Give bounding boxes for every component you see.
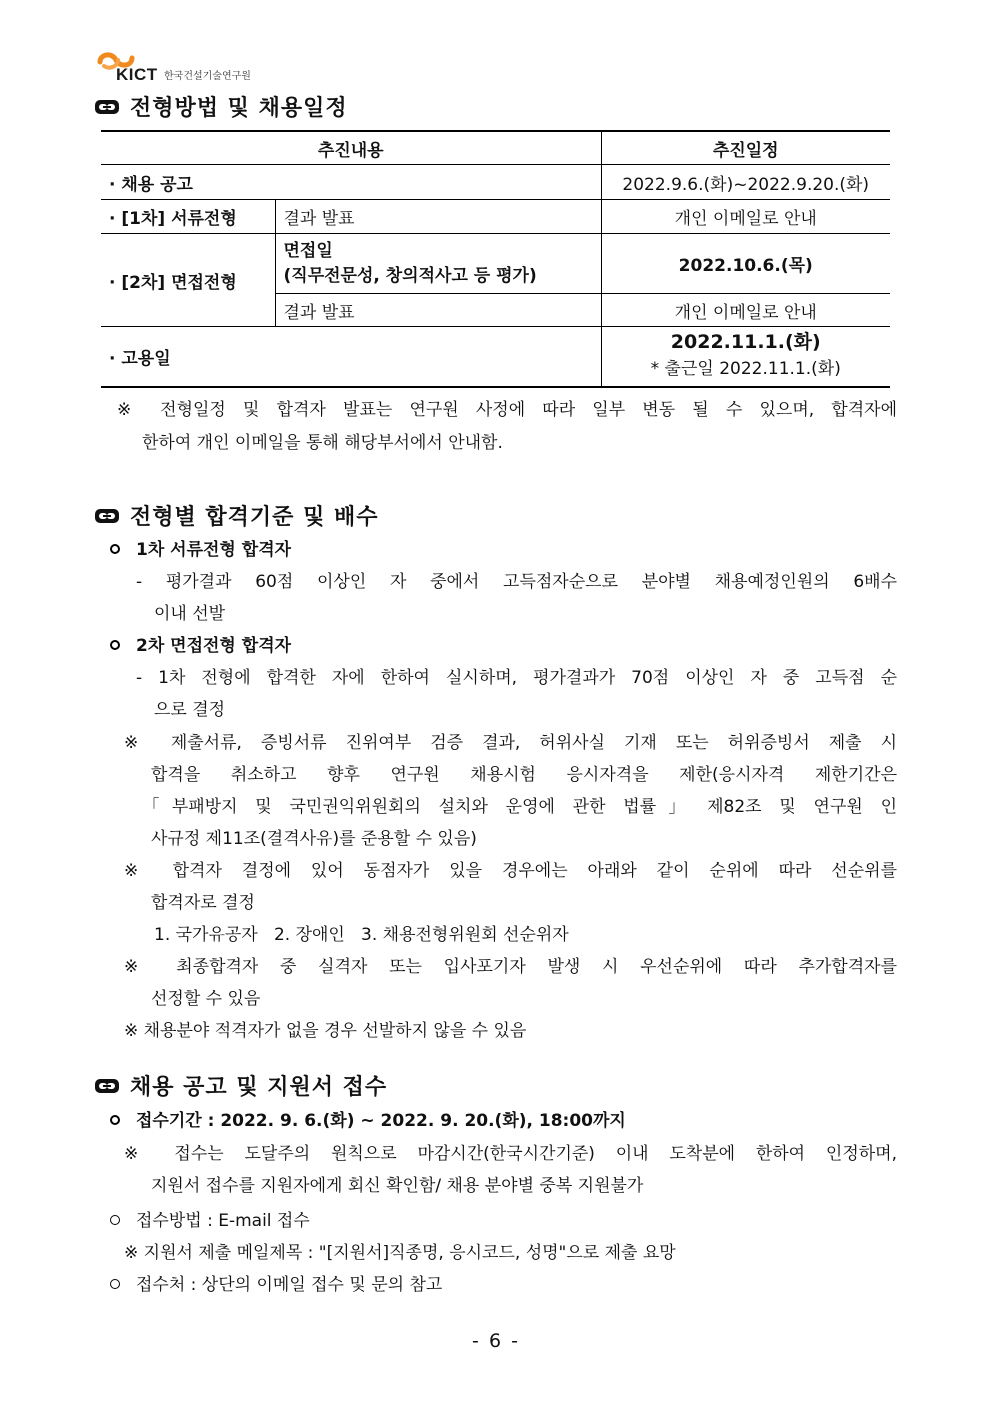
row-date xyxy=(601,327,890,387)
bullet-text: 접수기간 : 2022. 9. 6.(화) ~ 2022. 9. 20.(화), 18:00까지 xyxy=(136,1111,626,1131)
row-sub: 결과 발표 xyxy=(275,294,601,327)
note-text: ※ 지원서 제출 메일제목 : "[지원서]직종명, 응시코드, 성명"으로 제출 요망 xyxy=(124,1243,676,1263)
header-date: 추진일정 xyxy=(601,131,890,165)
note-text: ※ 최종합격자 중 실격자 또는 입사포기자 발생 시 우선순위에 따라 추가합격자를 xyxy=(124,957,897,977)
row-sub: 결과 발표 xyxy=(275,200,601,234)
link-icon xyxy=(94,98,120,116)
body-text: - 평가결과 60점 이상인 자 중에서 고득점자순으로 분야별 채용예정인원의 6배수 xyxy=(136,572,897,592)
section-title-application xyxy=(94,1070,387,1101)
link-icon xyxy=(94,507,120,525)
kict-logo xyxy=(96,48,276,84)
note-text: 사규정 제11조(결격사유)를 준용할 수 있음) xyxy=(151,829,477,849)
section-title-text: 채용 공고 및 지원서 접수 xyxy=(130,1075,388,1100)
note-text: 한하여 개인 이메일을 통해 해당부서에서 안내함. xyxy=(142,433,503,453)
note-text: 지원서 접수를 지원자에게 회신 확인함/ 채용 분야별 중복 지원불가 xyxy=(151,1176,644,1196)
note-text: ※ 전형일정 및 합격자 발표는 연구원 사정에 따라 일부 변동 될 수 있으며, 합격자에 xyxy=(117,400,897,420)
page-number: - 6 - xyxy=(472,1330,520,1352)
section-title-schedule xyxy=(94,91,348,122)
schedule-table xyxy=(101,130,890,388)
row-date: 2022.10.6.(목) xyxy=(601,234,890,294)
row-label: · 채용 공고 xyxy=(101,165,601,200)
note-text: 선정할 수 있음 xyxy=(151,989,261,1009)
logo-text: KICT xyxy=(116,65,158,84)
circle-bullet-icon xyxy=(110,544,120,554)
row-date: 개인 이메일로 안내 xyxy=(601,200,890,234)
circle-bullet-icon xyxy=(110,640,120,650)
table-header-row xyxy=(101,131,890,165)
note-text: ※ 제출서류, 증빙서류 진위여부 검증 결과, 허위사실 기재 또는 허위증빙서 제출 시 xyxy=(124,733,897,753)
circle-bullet-icon xyxy=(110,1279,120,1289)
row-date: 2022.9.6.(화)~2022.9.20.(화) xyxy=(601,165,890,200)
note-text: 합격을 취소하고 향후 연구원 채용시험 응시자격을 제한(응시자격 제한기간은 xyxy=(151,765,897,785)
section-title-criteria xyxy=(94,500,379,531)
body-text: 으로 결정 xyxy=(154,700,226,720)
row-label: · 고용일 xyxy=(101,327,601,387)
start-date-note: * 출근일 2022.11.1.(화) xyxy=(650,359,841,380)
header-content: 추진내용 xyxy=(101,131,601,165)
body-text: - 1차 전형에 합격한 자에 한하여 실시하며, 평가결과가 70점 이상인 자 중 고득점 순 xyxy=(136,668,897,688)
row-label: · [2차] 면접전형 xyxy=(101,234,275,327)
note-text: ※ 접수는 도달주의 원칙으로 마감시간(한국시간기준) 이내 도착분에 한하여 인정하며, xyxy=(124,1144,897,1164)
interview-desc: (직무전문성, 창의적사고 등 평가) xyxy=(283,265,537,286)
row-sub xyxy=(275,234,601,294)
row-label: · [1차] 서류전형 xyxy=(101,200,275,234)
circle-bullet-icon xyxy=(110,1115,120,1125)
priority-list: 1. 국가유공자 2. 장애인 3. 채용전형위원회 선순위자 xyxy=(154,925,569,945)
bullet-item xyxy=(110,635,291,657)
table-row xyxy=(101,234,890,294)
row-date: 개인 이메일로 안내 xyxy=(601,294,890,327)
section-title-text: 전형방법 및 채용일정 xyxy=(130,96,348,121)
bullet-text: 접수방법 : E-mail 접수 xyxy=(136,1211,310,1231)
note-text: ※ 합격자 결정에 있어 동점자가 있을 경우에는 아래와 같이 순위에 따라 선순위를 xyxy=(124,861,897,881)
section-title-text: 전형별 합격기준 및 배수 xyxy=(130,505,379,530)
bullet-text: 1차 서류전형 합격자 xyxy=(136,540,292,560)
table-row xyxy=(101,200,890,234)
bullet-item xyxy=(110,1274,442,1296)
bullet-text: 2차 면접전형 합격자 xyxy=(136,636,292,656)
bullet-text: 접수처 : 상단의 이메일 접수 및 문의 참고 xyxy=(136,1275,443,1295)
bullet-item xyxy=(110,1210,310,1232)
body-text: 이내 선발 xyxy=(154,604,226,624)
circle-bullet-icon xyxy=(110,1215,120,1225)
link-icon xyxy=(94,1077,120,1095)
table-row xyxy=(101,327,890,387)
note-text: ※ 채용분야 적격자가 없을 경우 선발하지 않을 수 있음 xyxy=(124,1021,527,1041)
table-row xyxy=(101,165,890,200)
logo-subtitle: 한국건설기술연구원 xyxy=(164,71,251,82)
interview-day: 면접일 xyxy=(283,240,333,261)
bullet-item xyxy=(110,1110,626,1132)
bullet-item xyxy=(110,539,291,561)
note-text: 합격자로 결정 xyxy=(151,893,255,913)
note-text: ｢부패방지 및 국민권익위원회의 설치와 운영에 관한 법률｣ 제82조 및 연구원 인 xyxy=(151,797,897,817)
hire-date: 2022.11.1.(화) xyxy=(670,331,821,354)
